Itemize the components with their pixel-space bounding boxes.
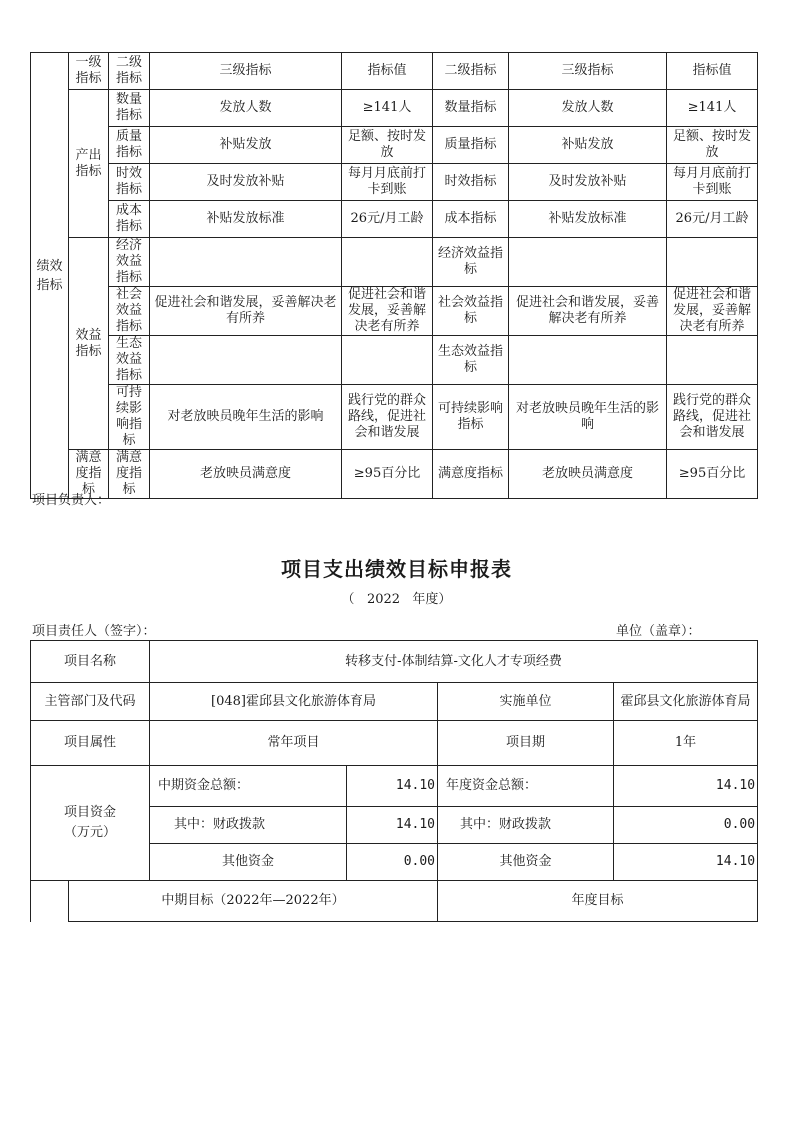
table-cell: 满意度指标 [109, 450, 150, 499]
table-cell: 每月月底前打卡到账 [342, 164, 433, 201]
header-value: 指标值 [342, 53, 433, 90]
year-fiscal-value: 0.00 [614, 807, 758, 844]
table-cell: 可持续影响指标 [433, 385, 509, 450]
table-cell [150, 238, 342, 287]
project-name-label: 项目名称 [31, 641, 150, 683]
table-cell [667, 336, 758, 385]
table-cell: 经济效益指标 [109, 238, 150, 287]
table-cell: 发放人数 [509, 90, 667, 127]
table-cell: 时效指标 [433, 164, 509, 201]
outer-performance-label: 绩效指标 [31, 53, 69, 499]
year-other-value: 14.10 [614, 844, 758, 881]
unit-seal-label: 单位（盖章）： [616, 624, 701, 639]
table-cell: 可持续影响指标 [109, 385, 150, 450]
table-cell: ≥95百分比 [342, 450, 433, 499]
mid-fiscal-label: 其中：财政拨款 [150, 807, 347, 844]
header-level3-b: 三级指标 [509, 53, 667, 90]
header-level2: 二级指标 [109, 53, 150, 90]
project-attribute-label: 项目属性 [31, 721, 150, 766]
table-cell [342, 238, 433, 287]
mid-total-value: 14.10 [347, 766, 438, 807]
output-indicator-label: 产出指标 [69, 90, 109, 238]
table-cell: 生态效益指标 [109, 336, 150, 385]
table-cell: 补贴发放标准 [150, 201, 342, 238]
goal-side-cell [31, 881, 69, 922]
mid-other-value: 0.00 [347, 844, 438, 881]
header-level1: 一级指标 [69, 53, 109, 90]
form-year: （ 2022 年度） [341, 592, 452, 607]
table-cell: 满意度指标 [433, 450, 509, 499]
project-period-label: 项目期 [438, 721, 614, 766]
year-total-value: 14.10 [614, 766, 758, 807]
table-cell: 社会效益指标 [109, 287, 150, 336]
project-funds-label: 项目资金（万元） [31, 766, 150, 881]
table-cell: 补贴发放标准 [509, 201, 667, 238]
table-cell: 质量指标 [433, 127, 509, 164]
year-fiscal-label: 其中：财政拨款 [438, 807, 614, 844]
table-cell: 促进社会和谐发展，妥善解决老有所养 [509, 287, 667, 336]
table-cell: 经济效益指标 [433, 238, 509, 287]
table-cell: 及时发放补贴 [509, 164, 667, 201]
table-cell: 质量指标 [109, 127, 150, 164]
department-value: [048]霍邱县文化旅游体育局 [150, 683, 438, 721]
table-cell: 补贴发放 [509, 127, 667, 164]
header-value-b: 指标值 [667, 53, 758, 90]
implementing-unit-label: 实施单位 [438, 683, 614, 721]
mid-other-label: 其他资金 [150, 844, 347, 881]
table-cell [509, 336, 667, 385]
benefit-indicator-label: 效益指标 [69, 238, 109, 450]
table-cell: 促进社会和谐发展，妥善解决老有所养 [150, 287, 342, 336]
table-cell: 数量指标 [433, 90, 509, 127]
table-cell: ≥141人 [667, 90, 758, 127]
year-other-label: 其他资金 [438, 844, 614, 881]
mid-fiscal-value: 14.10 [347, 807, 438, 844]
table-cell [509, 238, 667, 287]
table-cell: 促进社会和谐发展，妥善解决老有所养 [342, 287, 433, 336]
table-cell: 26元/月工龄 [667, 201, 758, 238]
table-cell [667, 238, 758, 287]
table-cell: 对老放映员晚年生活的影响 [150, 385, 342, 450]
mid-term-goal-label: 中期目标（2022年—2022年） [69, 881, 438, 922]
table-cell: 足额、按时发放 [667, 127, 758, 164]
table-cell: 社会效益指标 [433, 287, 509, 336]
project-lead-label: 项目负责人： [32, 493, 111, 508]
table-cell: 成本指标 [433, 201, 509, 238]
responsible-person-label: 项目责任人（签字）： [32, 624, 156, 639]
table-cell: 促进社会和谐发展，妥善解决老有所养 [667, 287, 758, 336]
project-period-value: 1年 [614, 721, 758, 766]
table-cell: 生态效益指标 [433, 336, 509, 385]
table-cell: 补贴发放 [150, 127, 342, 164]
header-level2-b: 二级指标 [433, 53, 509, 90]
header-level3: 三级指标 [150, 53, 342, 90]
page-title: 项目支出绩效目标申报表 [281, 557, 512, 581]
annual-goal-label: 年度目标 [438, 881, 758, 922]
performance-indicator-table [30, 52, 758, 499]
table-cell: 践行党的群众路线，促进社会和谐发展 [667, 385, 758, 450]
mid-total-label: 中期资金总额： [150, 766, 347, 807]
implementing-unit-value: 霍邱县文化旅游体育局 [614, 683, 758, 721]
satisfaction-indicator-label: 满意度指标 [69, 450, 109, 499]
table-cell [150, 336, 342, 385]
project-name-value: 转移支付-体制结算-文化人才专项经费 [150, 641, 758, 683]
table-cell: 时效指标 [109, 164, 150, 201]
table-cell: ≥141人 [342, 90, 433, 127]
table-cell: 发放人数 [150, 90, 342, 127]
table-cell: 老放映员满意度 [509, 450, 667, 499]
table-cell: 足额、按时发放 [342, 127, 433, 164]
table-cell: 数量指标 [109, 90, 150, 127]
table-cell: 成本指标 [109, 201, 150, 238]
table-cell: 26元/月工龄 [342, 201, 433, 238]
table-cell: 对老放映员晚年生活的影响 [509, 385, 667, 450]
table-cell: 践行党的群众路线，促进社会和谐发展 [342, 385, 433, 450]
table-cell: 老放映员满意度 [150, 450, 342, 499]
project-attribute-value: 常年项目 [150, 721, 438, 766]
department-label: 主管部门及代码 [31, 683, 150, 721]
table-cell [342, 336, 433, 385]
table-cell: 及时发放补贴 [150, 164, 342, 201]
project-expenditure-table [30, 640, 758, 922]
year-total-label: 年度资金总额： [438, 766, 614, 807]
table-cell: ≥95百分比 [667, 450, 758, 499]
table-cell: 每月月底前打卡到账 [667, 164, 758, 201]
